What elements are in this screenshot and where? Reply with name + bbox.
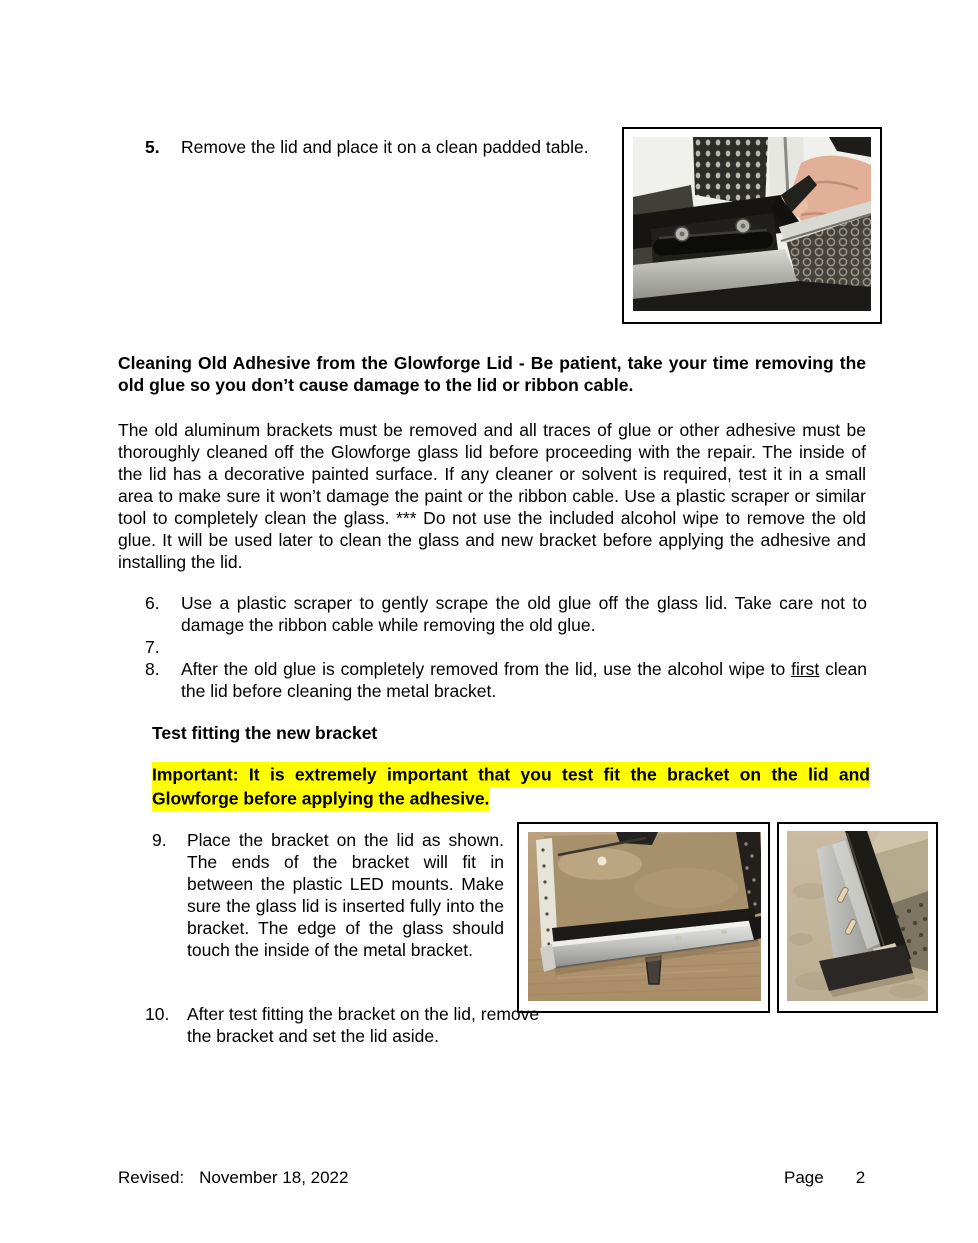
bracket-hole-1 [675, 936, 681, 940]
bracket-on-lid-photo-image [528, 832, 761, 1001]
step-9-number: 9. [152, 830, 167, 850]
important-note [152, 762, 870, 810]
bracket-on-lid-photo [517, 822, 770, 1013]
lid-hinge-photo [622, 127, 882, 324]
page-label: Page [784, 1168, 824, 1187]
revised-date: November 18, 2022 [199, 1168, 349, 1187]
page-number: 2 [855, 1168, 866, 1187]
step-7-number: 7. [145, 637, 160, 657]
bracket-corner-photo [777, 822, 938, 1013]
lid-hinge-photo-image [633, 137, 871, 311]
step-10-number: 10. [145, 1004, 170, 1024]
step-6-text: Use a plastic scraper to gently scrape the old glue off the glass lid. Take care not to damage the ribbon cable while removing the old glue. [181, 593, 867, 635]
glass-glint [598, 857, 607, 866]
section-body: The old aluminum brackets must be removed and all traces of glue or other adhesive must be thoroughly cleaned off the Glowforge glass lid before proceeding with the repair. The inside of the lid has a decorative painted surface. If any cleaner or solvent is required, test it in a small area to make sure it won’t damage the paint or the ribbon cable. Use a plastic scraper or similar tool to completely clean the glass. *** Do not use the included alcohol wipe to remove the old glue. It will be used later to clean the glass and new bracket before applying the adhesive and installing the lid. [118, 420, 866, 572]
step-5-text: Remove the lid and place it on a clean padded table. [181, 137, 589, 157]
revised-label: Revised: [118, 1168, 185, 1187]
highlighted-text: Important: It is extremely important that you test fit the bracket on the lid and Glowforge before applying the adhesive. [152, 762, 870, 811]
subsection-heading: Test fitting the new bracket [152, 723, 378, 743]
step-10 [145, 1003, 547, 1047]
bracket-hole-2 [721, 930, 727, 934]
step-5 [145, 136, 609, 158]
step-7-text [181, 636, 867, 658]
step-9 [152, 829, 504, 961]
footer-revised [118, 1167, 348, 1189]
step-9-text: Place the bracket on the lid as shown. The ends of the bracket will fit in between the plastic LED mounts. Make sure the glass lid is inserted fully into the bracket. The edge of the glass should touch the inside of the metal bracket. [187, 830, 504, 960]
step-7 [145, 636, 867, 658]
steps-6-8-list [145, 592, 867, 702]
step-6-number: 6. [145, 593, 160, 613]
bracket-corner-photo-image [787, 831, 928, 1001]
underlined-word: first [791, 659, 820, 679]
step-5-number: 5. [145, 137, 160, 157]
section-heading: Cleaning Old Adhesive from the Glowforge Lid - Be patient, take your time removing the old glue so you don’t cause damage to the lid or ribbon cable. [118, 353, 866, 395]
step-10-text: After test fitting the bracket on the lid, remove the bracket and set the lid aside. [187, 1004, 540, 1046]
step-8 [145, 658, 867, 702]
footer-page [784, 1167, 865, 1189]
step-8-number: 8. [145, 659, 160, 679]
step-6 [145, 592, 867, 636]
step-8-text: After the old glue is completely removed from the lid, use the alcohol wipe to first clean the lid before cleaning the metal bracket. [181, 659, 867, 701]
vent-panel [693, 137, 768, 207]
